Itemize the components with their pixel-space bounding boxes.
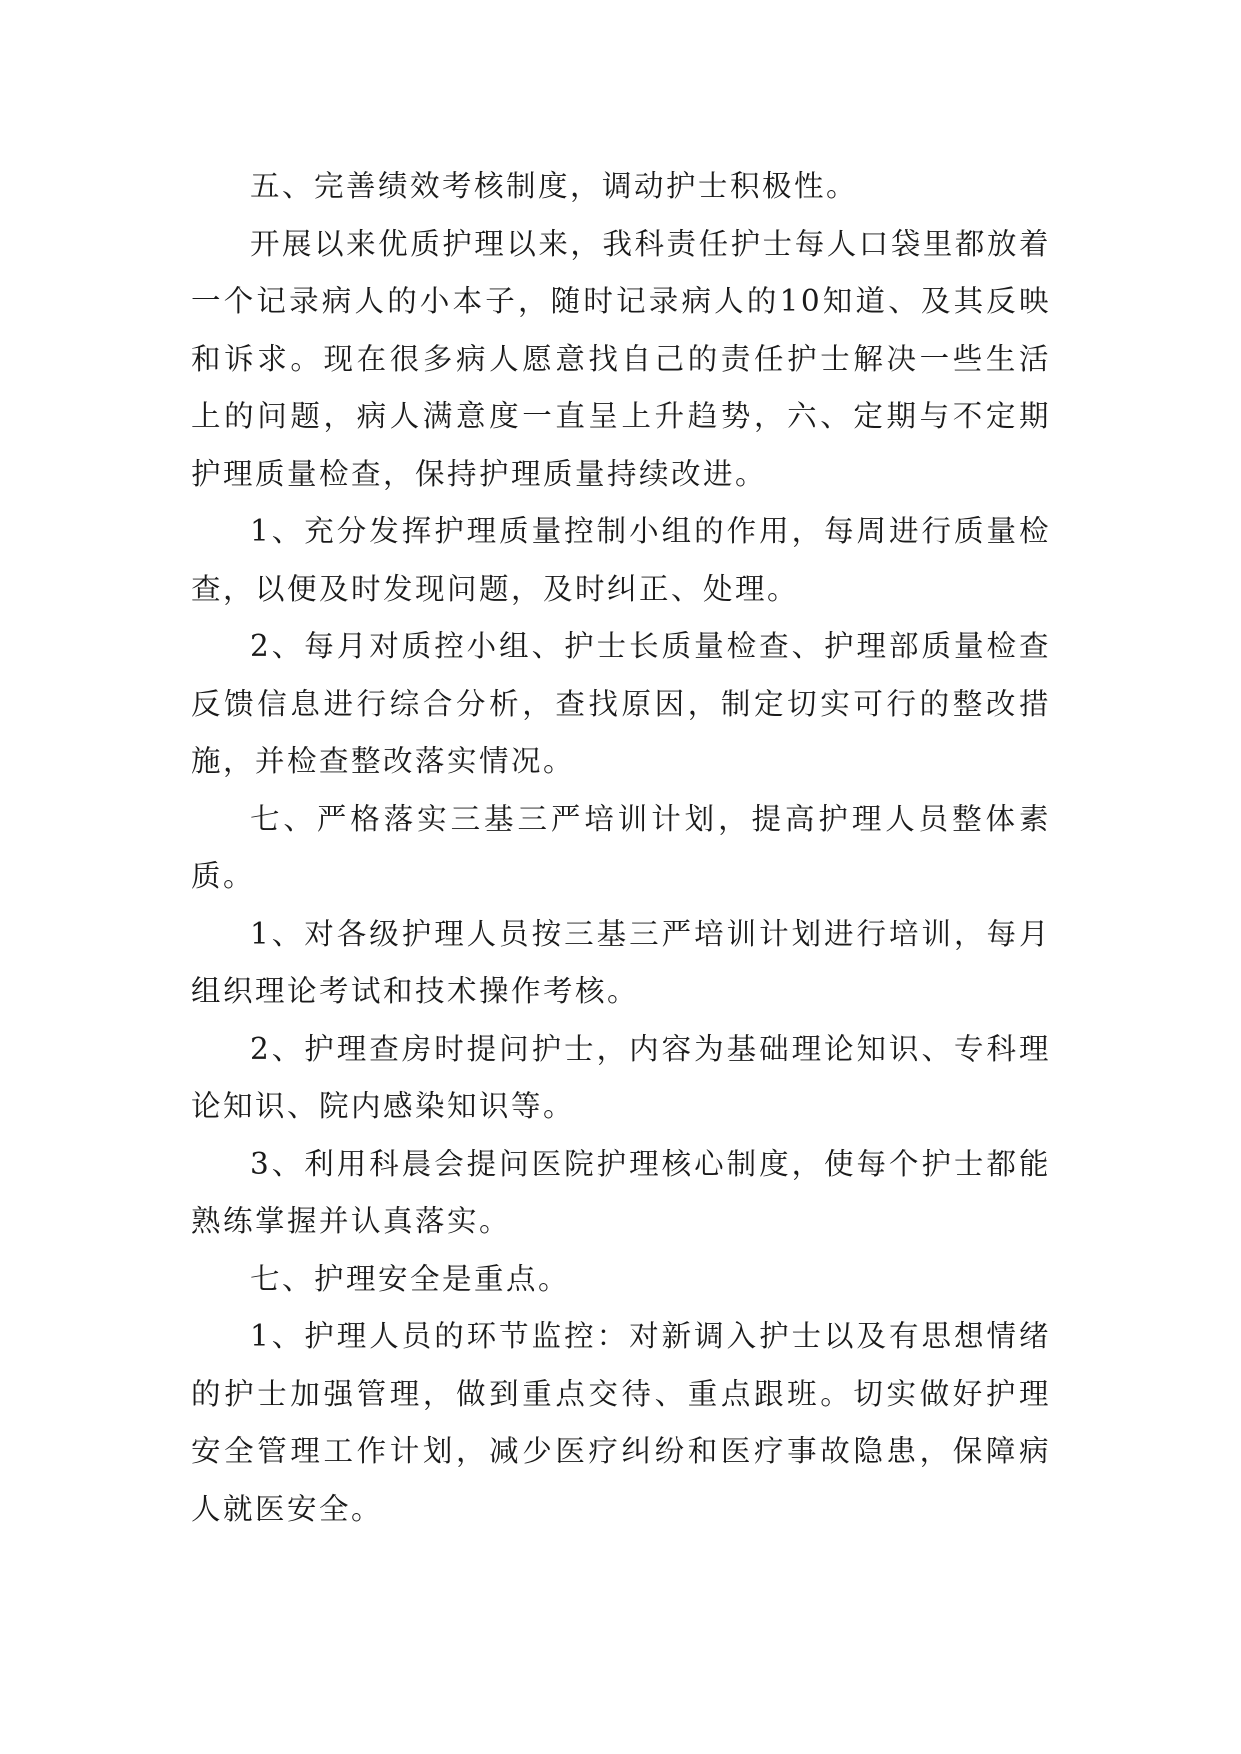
paragraph-item-1-quality-control: 1、充分发挥护理质量控制小组的作用，每周进行质量检查，以便及时发现问题，及时纠正、处理。	[191, 514, 1051, 606]
paragraph-item-2-ward-rounds: 2、护理查房时提问护士，内容为基础理论知识、专科理论知识、院内感染知识等。	[191, 1031, 1051, 1123]
paragraph-quality-nursing: 开展以来优质护理以来，我科责任护士每人口袋里都放着一个记录病人的小本子，随时记录病人的10知道、及其反映和诉求。现在很多病人愿意找自己的责任护士解决一些生活上的问题，病人满意度一直呈上升趋势，六、定期与不定期护理质量检查，保持护理质量持续改进。	[191, 226, 1051, 491]
document-body	[191, 158, 1051, 1538]
paragraph-heading-7-safety: 七、护理安全是重点。	[250, 1261, 571, 1296]
paragraph-item-1-monitoring: 1、护理人员的环节监控：对新调入护士以及有思想情绪的护士加强管理，做到重点交待、重点跟班。切实做好护理安全管理工作计划，减少医疗纠纷和医疗事故隐患，保障病人就医安全。	[191, 1319, 1051, 1526]
paragraph-heading-7-training: 七、严格落实三基三严培训计划，提高护理人员整体素质。	[191, 801, 1051, 893]
paragraph-heading-5: 五、完善绩效考核制度，调动护士积极性。	[250, 169, 859, 203]
paragraph-item-3-morning-meeting: 3、利用科晨会提问医院护理核心制度，使每个护士都能熟练掌握并认真落实。	[191, 1146, 1051, 1238]
paragraph-item-2-monthly-analysis: 2、每月对质控小组、护士长质量检查、护理部质量检查反馈信息进行综合分析，查找原因，制定切实可行的整改措施，并检查整改落实情况。	[191, 629, 1051, 778]
paragraph-item-1-training: 1、对各级护理人员按三基三严培训计划进行培训，每月组织理论考试和技术操作考核。	[191, 916, 1051, 1008]
